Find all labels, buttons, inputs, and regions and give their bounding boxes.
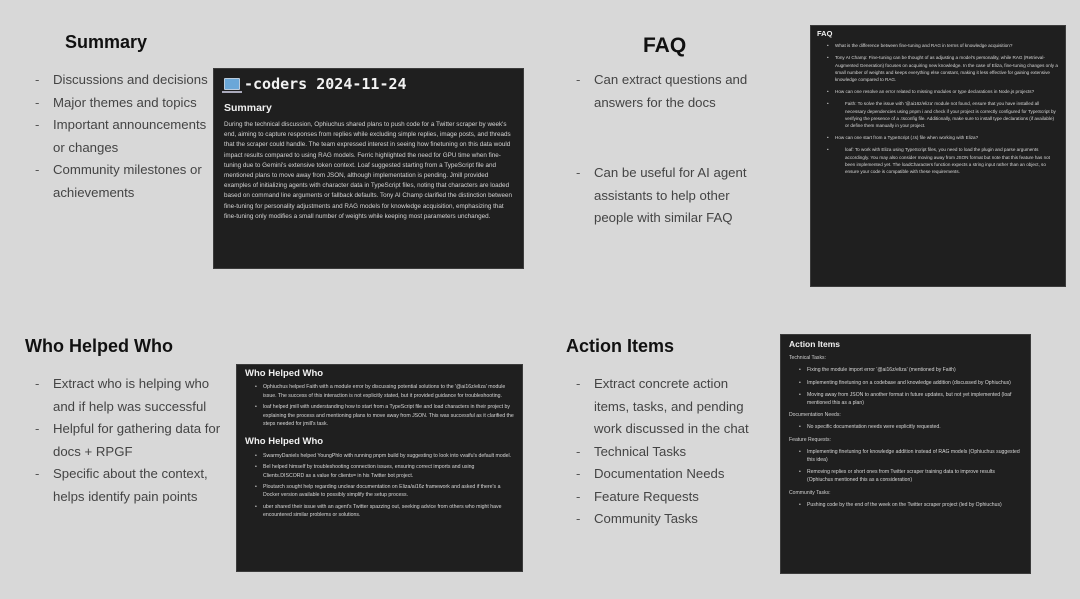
list-item: • Ploutarch sought help regarding unclear documentation on Eliza/ai16z framework and asked if there's a Docker version available to possibly simplify the setup process. xyxy=(255,483,514,500)
faq-answer: • loaf: To work with Eliza using TypeScript files, you need to load the plugin and parse arguments accordingly. You may also consider moving away from JSON format but note that this feature has not been implemented yet. The loadCharacters function expects a string input rather than an object, so ensure your code is compatible with these requirements. xyxy=(827,146,1059,175)
faq-question: • How can one resolve an error related to missing modules or type declarations in Node.js projects? xyxy=(827,88,1059,95)
bullet: - Community Tasks xyxy=(576,508,776,531)
bullet: - Documentation Needs xyxy=(576,463,776,486)
doc-list xyxy=(789,423,1022,431)
summary-panel-text: During the technical discussion, Ophiuchus shared plans to push code for a Twitter scraper by week's end, aiming to capture responses from replies while excluding simple replies, image posts, and threads that the scraper could handle. The team expressed interest in seeing how finetuning on this data would impact results compared to using RAG models. Ferric highlighted the need for GPU time when fine-tuning due to Gemini's extensive token context. Loaf suggested starting from a TypeScript file and mentioned plans to move away from JSON, although implementation is pending. Jmill provided examples of initializing agents with character data in TypeScript files, noting that characters are loaded based on command line arguments or fallback defaults. Tony AI Champ clarified the distinction between fine-tuning for personality adjustments and RAG models for knowledge acquisition, emphasizing that fine-tuning only modifies a small number of weights while keeping most parameters unchanged. xyxy=(224,121,512,220)
faq-bullets xyxy=(576,69,776,114)
list-item: • No specific documentation needs were explicitly requested. xyxy=(799,423,1022,431)
category-label: Feature Requests: xyxy=(789,436,831,443)
bullet-cont: assistants to help other xyxy=(594,187,730,203)
category-label: Community Tasks: xyxy=(789,489,831,496)
bullet: - Extract who is helping who xyxy=(35,373,235,396)
tech-list xyxy=(789,366,1022,407)
category-label: Documentation Needs: xyxy=(789,412,841,419)
bullet-cont: items, tasks, and pending xyxy=(594,398,744,414)
list-item: • SwarmyDaniels helped YoungPhlo with running pnpm build by suggesting to look into vvaifu's default model. xyxy=(255,452,514,460)
bullet-cont: or changes xyxy=(53,139,119,155)
who-list-2 xyxy=(245,452,514,520)
list-item: • Moving away from JSON to another format in future updates, but not yet implemented (loaf mentioned this as a plan) xyxy=(799,391,1022,407)
actions-bullets xyxy=(576,373,776,531)
faq-answer: • Faith: To solve the issue with '@ai16z/eliza' module not found, ensure that you have installed all necessary dependencies using pnpm i and check if your project is correctly configured for TypeScript by verifying the presence of a .tsconfig file. Additionally, make sure to install type declarations (if available) or define them manually in your project. xyxy=(827,100,1059,129)
faq-bullets-2 xyxy=(576,162,776,230)
summary-panel xyxy=(213,68,524,269)
actions-panel xyxy=(780,334,1031,574)
summary-bullets xyxy=(35,69,210,204)
summary-heading: Summary xyxy=(65,32,148,52)
comm-list xyxy=(789,501,1022,509)
who-panel-title: Who Helped Who xyxy=(245,368,324,379)
bullet: - Can be useful for AI agent xyxy=(576,162,776,185)
bullet-cont: people with similar FAQ xyxy=(594,210,733,225)
bullet: - Major themes and topics xyxy=(35,92,210,115)
feat-list xyxy=(789,448,1022,485)
bullet-cont: answers for the docs xyxy=(594,94,716,110)
who-bullets xyxy=(35,373,235,508)
faq-panel-title: FAQ xyxy=(817,29,833,38)
faq-list xyxy=(817,42,1059,175)
bullet: - Important announcements xyxy=(35,114,210,137)
faq-answer: • Tony AI Champ: Fine-tuning can be thought of as adjusting a model's personality, while RAG (Retrieval-Augmented Generation) focuses on acquiring new knowledge. In the case of Eliza, fine-tuning changes only a small number of weights and keeps everything else constant, making it less effective for gaining extensive knowledge compared to RAG. xyxy=(827,54,1059,83)
bullet: - Extract concrete action xyxy=(576,373,776,396)
bullet: - Community milestones or xyxy=(35,159,210,182)
who-heading: Who Helped Who xyxy=(25,336,173,356)
list-item: • Removing replies or short ones from Twitter scraper training data to improve results (Ophiuchus mentioned this as a consideration) xyxy=(799,468,1022,484)
list-item: • Bel helped himself by troubleshooting connection issues, ensuring correct imports and using Clients.DISCORD as a value for clients= in his Twitter bot project. xyxy=(255,463,514,480)
list-item: • Pushing code by the end of the week on the Twitter scraper project (led by Ophiuchus) xyxy=(799,501,1022,509)
faq-question: • What is the difference between fine-tuning and RAG in terms of knowledge acquisition? xyxy=(827,42,1059,49)
summary-panel-title: -coders 2024-11-24 xyxy=(224,75,513,93)
list-item: • loaf helped jmill with understanding how to start from a TypeScript file and load characters in their project by explaining the process and mentioning plans to move away from JSON. This was successful as it clarified the steps needed for jmill's task. xyxy=(255,403,514,428)
category-label: Technical Tasks: xyxy=(789,355,826,362)
faq-panel xyxy=(810,25,1066,287)
laptop-icon xyxy=(224,78,240,90)
list-item: • Implementing finetuning on a codebase and knowledge addition (discussed by Ophiuchus) xyxy=(799,379,1022,387)
faq-question: • How can one start from a TypeScript (.ts) file when working with Eliza? xyxy=(827,134,1059,141)
bullet: - Feature Requests xyxy=(576,486,776,509)
bullet-cont: helps identify pain points xyxy=(53,488,198,504)
bullet-cont: achievements xyxy=(53,184,135,200)
summary-panel-subtitle: Summary xyxy=(224,102,272,114)
bullet-cont: and if help was successful xyxy=(53,398,207,414)
list-item: • Ophiuchus helped Faith with a module error by discussing potential solutions to the '@ai16z/eliza' module issue. The success of this interaction is not explicitly stated, but it provided guidance for troubleshooting. xyxy=(255,383,514,400)
bullet: - Technical Tasks xyxy=(576,441,776,464)
who-list-1 xyxy=(245,383,514,428)
list-item: • Implementing finetuning for knowledge addition instead of RAG models (Ophiuchus suggested this idea) xyxy=(799,448,1022,464)
bullet-cont: docs + RPGF xyxy=(53,443,133,459)
bullet: - Discussions and decisions xyxy=(35,69,210,92)
who-panel-title-2: Who Helped Who xyxy=(245,436,324,448)
list-item: • Fixing the module import error '@ai16z/eliza' (mentioned by Faith) xyxy=(799,366,1022,374)
bullet: - Can extract questions and xyxy=(576,69,776,92)
who-panel xyxy=(236,364,523,572)
bullet: - Helpful for gathering data for xyxy=(35,418,235,441)
actions-panel-title: Action Items xyxy=(789,339,841,349)
faq-heading: FAQ xyxy=(643,34,687,57)
actions-heading: Action Items xyxy=(566,336,675,356)
bullet: - Specific about the context, xyxy=(35,463,235,486)
bullet-cont: work discussed in the chat xyxy=(594,421,749,436)
list-item: • uber shared their issue with an agent's Twitter spazzing out, seeking advice from others who might have encountered similar problems or solutions. xyxy=(255,503,514,520)
